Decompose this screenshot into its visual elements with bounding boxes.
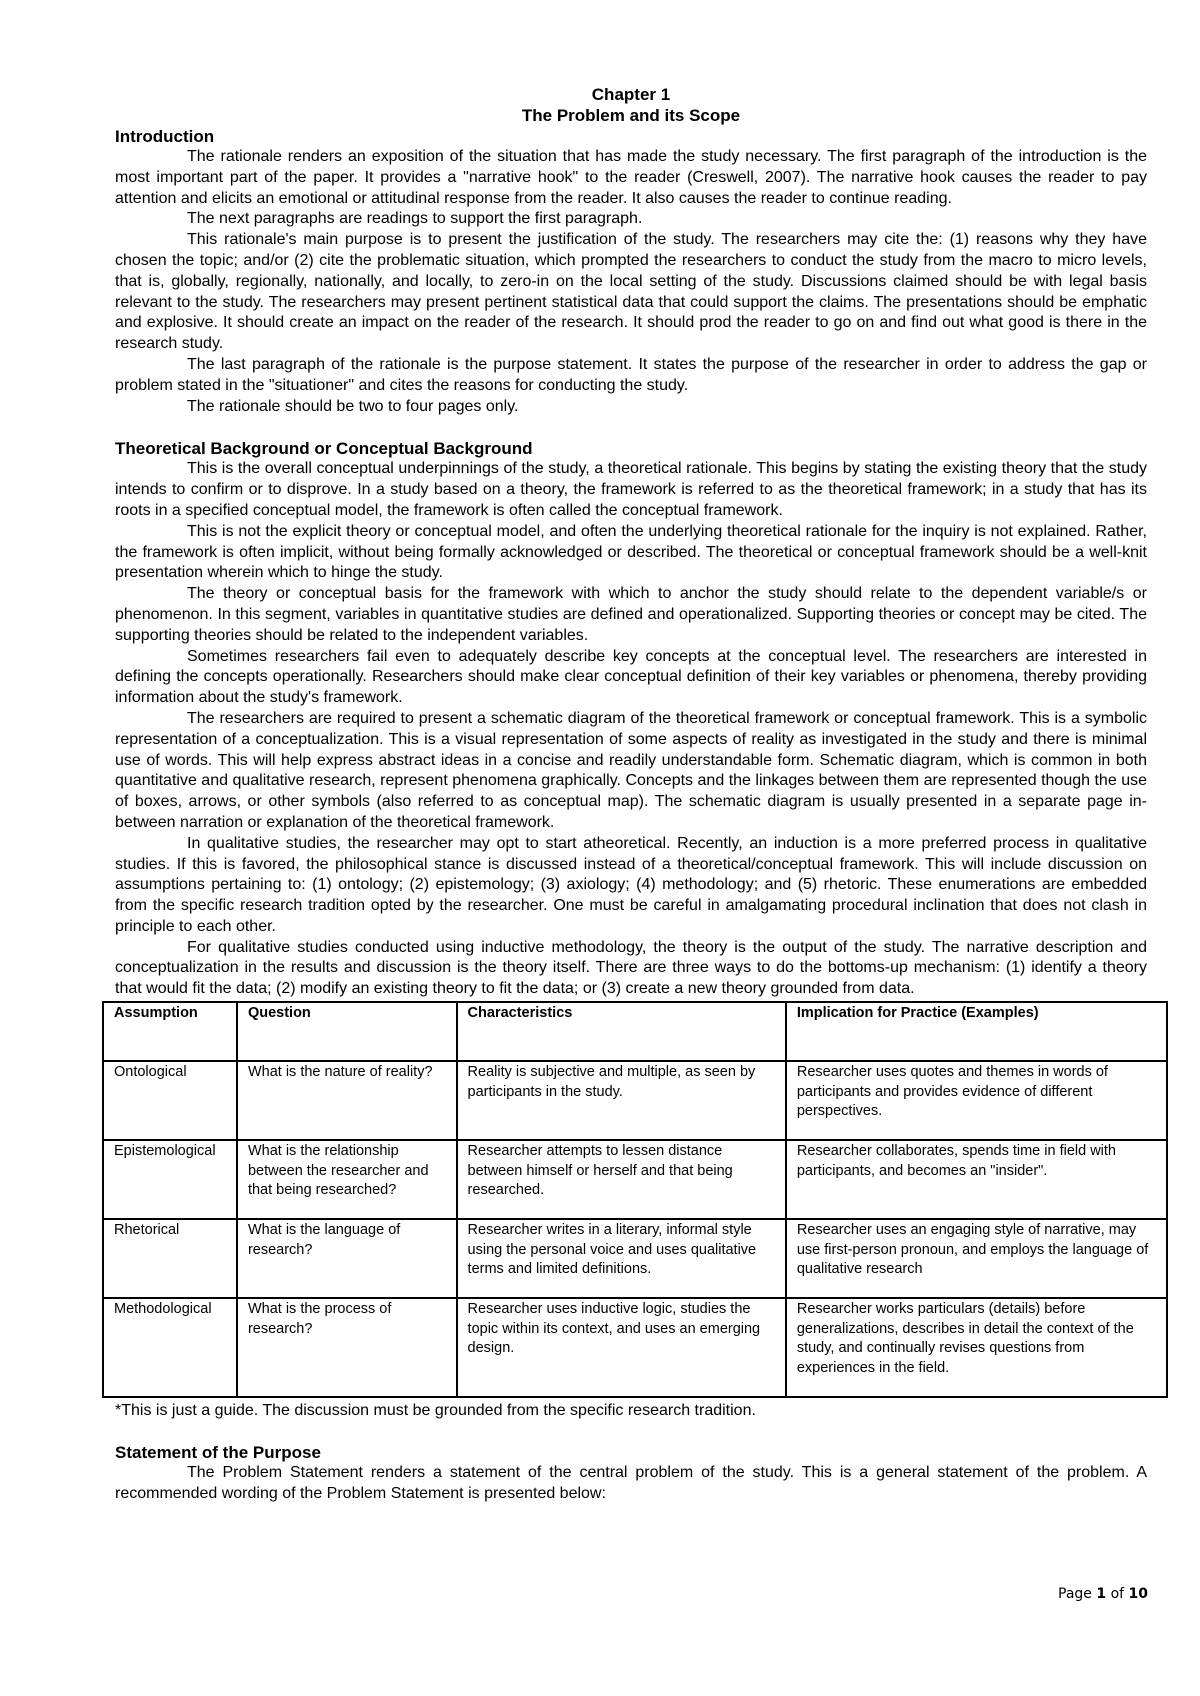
table-cell: Reality is subjective and multiple, as seen by participants in the study. <box>457 1061 786 1140</box>
table-cell: What is the process of research? <box>237 1298 457 1397</box>
assumptions-table <box>102 1001 1168 1398</box>
purpose-paragraph: The Problem Statement renders a statement of the central problem of the study. This is a general statement of the problem. A recommended wording of the Problem Statement is presented below: <box>115 1464 1147 1502</box>
table-cell: Researcher writes in a literary, informal style using the personal voice and uses qualitative terms and limited definitions. <box>457 1219 786 1298</box>
table-cell: Epistemological <box>103 1140 237 1219</box>
chapter-label: Chapter 1 <box>591 85 671 104</box>
table-row <box>103 1061 1167 1140</box>
table-header-cell: Implication for Practice (Examples) <box>786 1002 1167 1061</box>
theoretical-paragraph: The theory or conceptual basis for the framework with which to anchor the study should relate to the dependent variable/s or phenomenon. In this segment, variables in quantitative studies are defined and operationalized. Supporting theories or concept may be cited. The supporting theories should be related to the independent variables. <box>115 585 1147 644</box>
statement-of-purpose-heading: Statement of the Purpose <box>115 1443 321 1463</box>
introduction-heading: Introduction <box>115 127 215 146</box>
table-cell: Ontological <box>103 1061 237 1140</box>
table-header-cell: Assumption <box>103 1002 237 1061</box>
table-row <box>103 1298 1167 1397</box>
page-number: 1 <box>1096 1586 1107 1602</box>
table-row <box>103 1140 1167 1219</box>
table-cell: What is the language of research? <box>237 1219 457 1298</box>
page-total: 10 <box>1128 1586 1148 1602</box>
theoretical-paragraph: The researchers are required to present a schematic diagram of the theoretical framework or conceptual framework. This is a symbolic representation of a conceptualization. This is a visual representation of some aspects of reality as investigated in the study and there is minimal use of words. This will help express abstract ideas in a concise and readily understandable form. Schematic diagram, which is common in both quantitative and qualitative research, represent phenomena graphically. Concepts and the linkages between them are represented though the use of boxes, arrows, or other symbols (also referred to as conceptual map). The schematic diagram is usually presented in a separate page in-between narration or explanation of the theoretical framework. <box>115 709 1147 831</box>
table-cell: Researcher attempts to lessen distance between himself or herself and that being researched. <box>457 1140 786 1219</box>
introduction-paragraph: This rationale's main purpose is to present the justification of the study. The researchers may cite the: (1) reasons why they have chosen the topic; and/or (2) cite the problematic situation, which prompted the researchers to conduct the study from the macro to micro levels, that is, globally, regionally, nationally, and locally, to zero-in on the local setting of the study. Discussions claimed should be with legal basis relevant to the study. The researchers may present pertinent statistical data that could support the claims. The presentations should be emphatic and explosive. It should create an impact on the reader of the research. It should prod the reader to go on and find out what good is there in the research study. <box>115 231 1147 353</box>
chapter-title: The Problem and its Scope <box>521 106 741 125</box>
table-cell: Researcher uses an engaging style of narrative, may use first-person pronoun, and employs the language of qualitative research <box>786 1219 1167 1298</box>
theoretical-background-heading: Theoretical Background or Conceptual Background <box>115 439 533 459</box>
theoretical-paragraph: In qualitative studies, the researcher may opt to start atheoretical. Recently, an induction is a more preferred process in qualitative studies. If this is favored, the philosophical stance is discussed instead of a theoretical/conceptual framework. This will include discussion on assumptions pertaining to: (1) ontology; (2) epistemology; (3) axiology; (4) methodology; and (5) rhetoric. These enumerations are embedded from the specific research tradition opted by the researcher. One must be careful in amalgamating procedural inclination that does not clash in principle to each other. <box>115 834 1147 935</box>
table-header-row <box>103 1002 1167 1061</box>
introduction-paragraph: The next paragraphs are readings to support the first paragraph. <box>187 210 643 228</box>
table-cell: Researcher uses quotes and themes in words of participants and provides evidence of different perspectives. <box>786 1061 1167 1140</box>
theoretical-paragraph: This is the overall conceptual underpinnings of the study, a theoretical rationale. This begins by stating the existing theory that the study intends to confirm or to disprove. In a study based on a theory, the framework is referred to as the theoretical framework; in a study that has its roots in a specified conceptual model, the framework is often called the conceptual framework. <box>115 460 1147 519</box>
table-cell: Researcher uses inductive logic, studies the topic within its context, and uses an emerging design. <box>457 1298 786 1397</box>
table-cell: What is the relationship between the researcher and that being researched? <box>237 1140 457 1219</box>
table-footnote: *This is just a guide. The discussion must be grounded from the specific research tradition. <box>115 1402 756 1420</box>
table-cell: What is the nature of reality? <box>237 1061 457 1140</box>
table-cell: Researcher works particulars (details) before generalizations, describes in detail the context of the study, and continually revises questions from experiences in the field. <box>786 1298 1167 1397</box>
theoretical-paragraph: Sometimes researchers fail even to adequately describe key concepts at the conceptual level. The researchers are interested in defining the concepts operationally. Researchers should make clear conceptual definition of their key variables or phenomena, thereby providing information about the study's framework. <box>115 647 1147 707</box>
theoretical-paragraph: For qualitative studies conducted using inductive methodology, the theory is the output of the study. The narrative description and conceptualization in the results and discussion is the theory itself. There are three ways to do the bottoms-up mechanism: (1) identify a theory that would fit the data; (2) modify an existing theory to fit the data; or (3) create a new theory grounded from data. <box>115 938 1147 998</box>
table-cell: Rhetorical <box>103 1219 237 1298</box>
table-cell: Methodological <box>103 1298 237 1397</box>
introduction-paragraph: The rationale renders an exposition of the situation that has made the study necessary. The first paragraph of the introduction is the most important part of the paper. It provides a "narrative hook" to the reader (Creswell, 2007). The narrative hook causes the reader to pay attention and elicits an emotional or attitudinal response from the reader. It also causes the reader to continue reading. <box>115 148 1147 207</box>
table-row <box>103 1219 1167 1298</box>
introduction-paragraph: The rationale should be two to four pages only. <box>187 397 519 415</box>
table-header-cell: Characteristics <box>457 1002 786 1061</box>
page-word: Page <box>1058 1586 1092 1602</box>
table-cell: Researcher collaborates, spends time in field with participants, and becomes an "insider". <box>786 1140 1167 1219</box>
page-footer <box>1058 1586 1148 1602</box>
theoretical-paragraph: This is not the explicit theory or conceptual model, and often the underlying theoretical rationale for the inquiry is not explained. Rather, the framework is often implicit, without being formally acknowledged or described. The theoretical or conceptual framework should be a well-knit presentation wherein which to hinge the study. <box>115 522 1147 582</box>
table-header-cell: Question <box>237 1002 457 1061</box>
of-word: of <box>1110 1586 1125 1602</box>
introduction-paragraph: The last paragraph of the rationale is the purpose statement. It states the purpose of the researcher in order to address the gap or problem stated in the "situationer" and cites the reasons for conducting the study. <box>115 355 1147 394</box>
page-content <box>115 84 1147 1505</box>
